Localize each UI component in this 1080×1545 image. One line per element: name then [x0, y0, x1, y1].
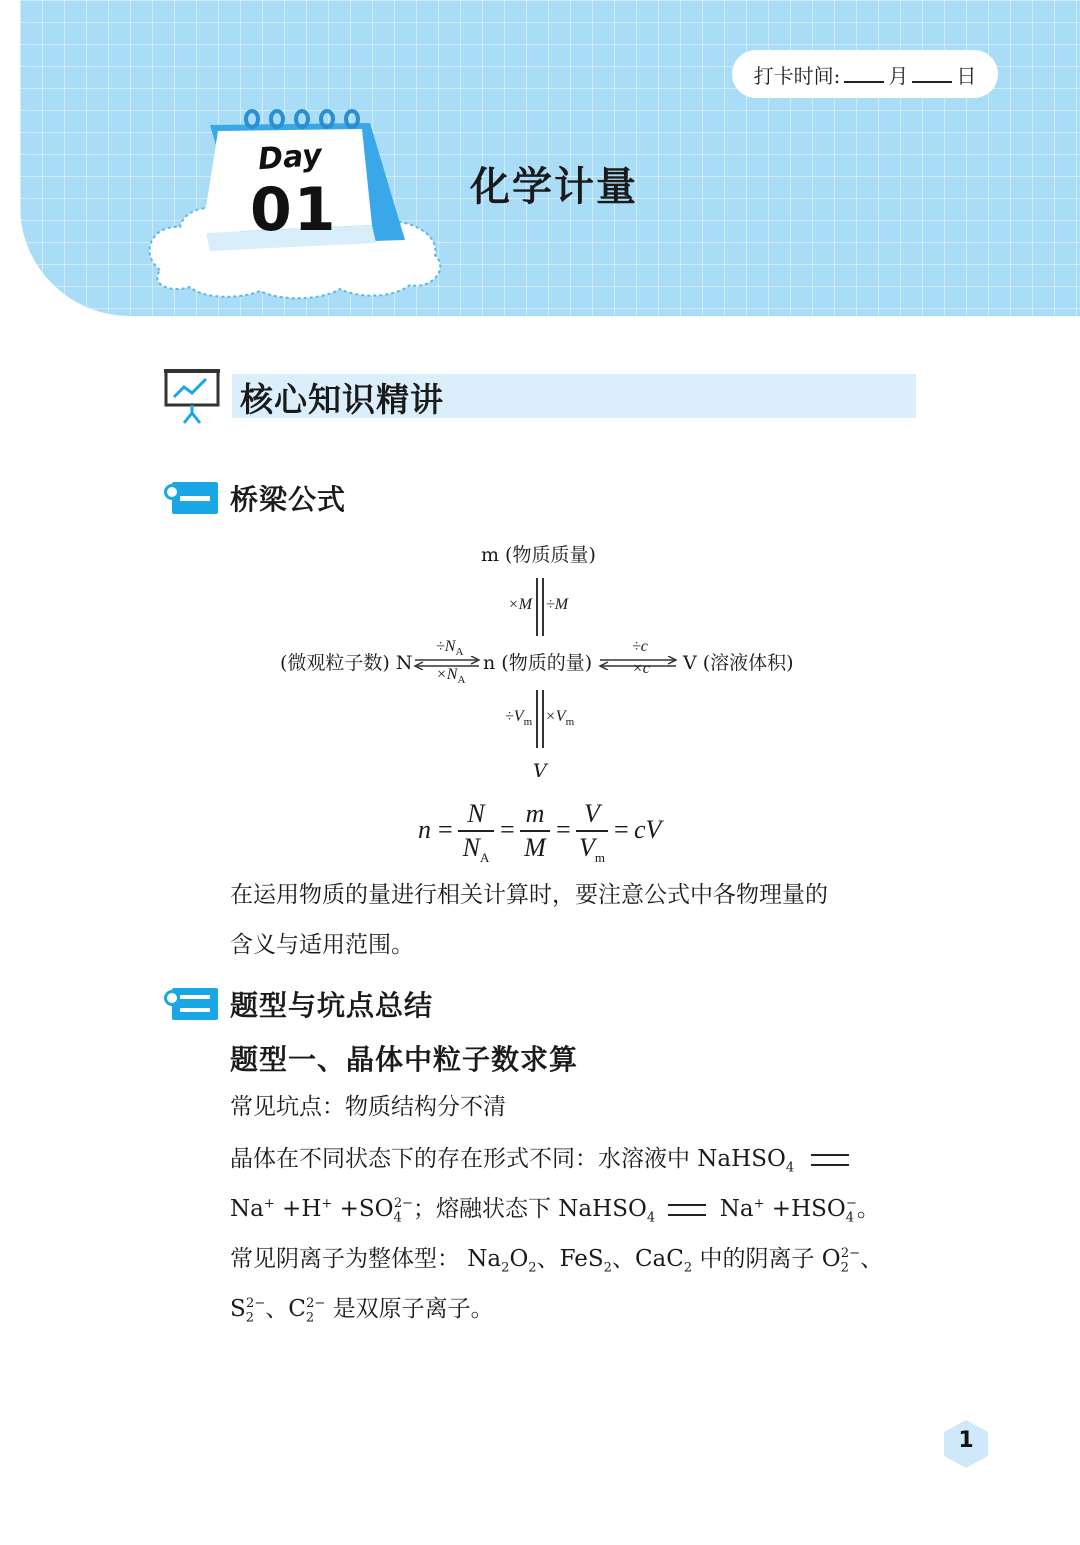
- times-c-label: ×c: [632, 660, 650, 677]
- page-number: 1: [958, 1428, 974, 1453]
- div-M-label: ÷M: [546, 596, 569, 613]
- arrow-down-up: [542, 578, 544, 636]
- div-c-label: ÷c: [632, 638, 648, 655]
- arrow-up-Vm: [542, 690, 544, 748]
- part2-title: 题型与坑点总结: [230, 989, 434, 1022]
- number-one-badge-icon: [162, 480, 218, 516]
- day-label-char: 日: [956, 63, 977, 88]
- month-label: 月: [888, 63, 909, 88]
- formula-eq2: =: [500, 815, 515, 844]
- diagram-center-label: n (物质的量): [483, 652, 593, 674]
- part1-title: 桥梁公式: [230, 483, 347, 516]
- note-line-2: 含义与适用范围。: [230, 932, 414, 958]
- number-two-badge-icon: [162, 986, 218, 1022]
- diagram-top-label: m (物质质量): [481, 544, 596, 566]
- arrow-up-down: [536, 578, 538, 636]
- day-blank[interactable]: [912, 65, 952, 83]
- fraction-N-NA: N $N_A$: [458, 798, 494, 874]
- formula-n: n: [418, 815, 431, 844]
- formula-eq1: =: [438, 815, 453, 844]
- checkin-label: 打卡时间:: [753, 63, 841, 88]
- presentation-chart-icon: [162, 367, 222, 425]
- part2-subtitle: 题型一、晶体中粒子数求算: [230, 1043, 579, 1076]
- checkin-field[interactable]: [732, 50, 998, 98]
- chapter-title: 化学计量: [470, 164, 638, 210]
- times-Vm-label: $\times V_m$: [545, 708, 575, 729]
- day-word: Day: [256, 137, 323, 178]
- line3: 常见阴离子为整体型： $Na_2O_2$、FeS$_2$、CaC$_2$ 中的阴离子 $O_2^{2-}$、: [230, 1246, 884, 1276]
- diagram-bottom-label: V: [533, 760, 547, 782]
- div-NA-label: $\div N_A$: [436, 638, 464, 659]
- arrow-down-Vm: [536, 690, 538, 748]
- div-Vm-label: $\div V_m$: [505, 708, 533, 729]
- line2: $Na^+ +H^+ +SO_4^{2-}$；熔融状态下 NaHSO$_4$ $Na^+ +HSO_4^-$。: [230, 1196, 880, 1226]
- times-M-label: ×M: [508, 596, 533, 613]
- note-line-1: 在运用物质的量进行相关计算时，要注意公式中各物理量的: [230, 882, 828, 908]
- diagram-right-label: V (溶液体积): [683, 652, 794, 674]
- diagram-left-label: (微观粒子数) N: [280, 652, 413, 674]
- line4: $S_2^{2-}$、$C_2^{2-}$ 是双原子离子。: [230, 1296, 494, 1326]
- formula-eq4: =: [614, 815, 629, 844]
- day-number: 01: [250, 175, 338, 245]
- section-title: 核心知识精讲: [240, 380, 444, 419]
- line1: 晶体在不同状态下的存在形式不同：水溶液中 NaHSO$_4$: [230, 1140, 849, 1176]
- pitfall-line: 常见坑点：物质结构分不清: [230, 1094, 506, 1120]
- formula-eq3: =: [556, 815, 571, 844]
- month-blank[interactable]: [844, 65, 884, 83]
- fraction-m-M: m M: [520, 798, 550, 864]
- times-NA-label: $\times N_A$: [436, 666, 466, 687]
- formula-cV: cV: [634, 815, 662, 844]
- fraction-V-Vm: V $V_m$: [576, 798, 608, 874]
